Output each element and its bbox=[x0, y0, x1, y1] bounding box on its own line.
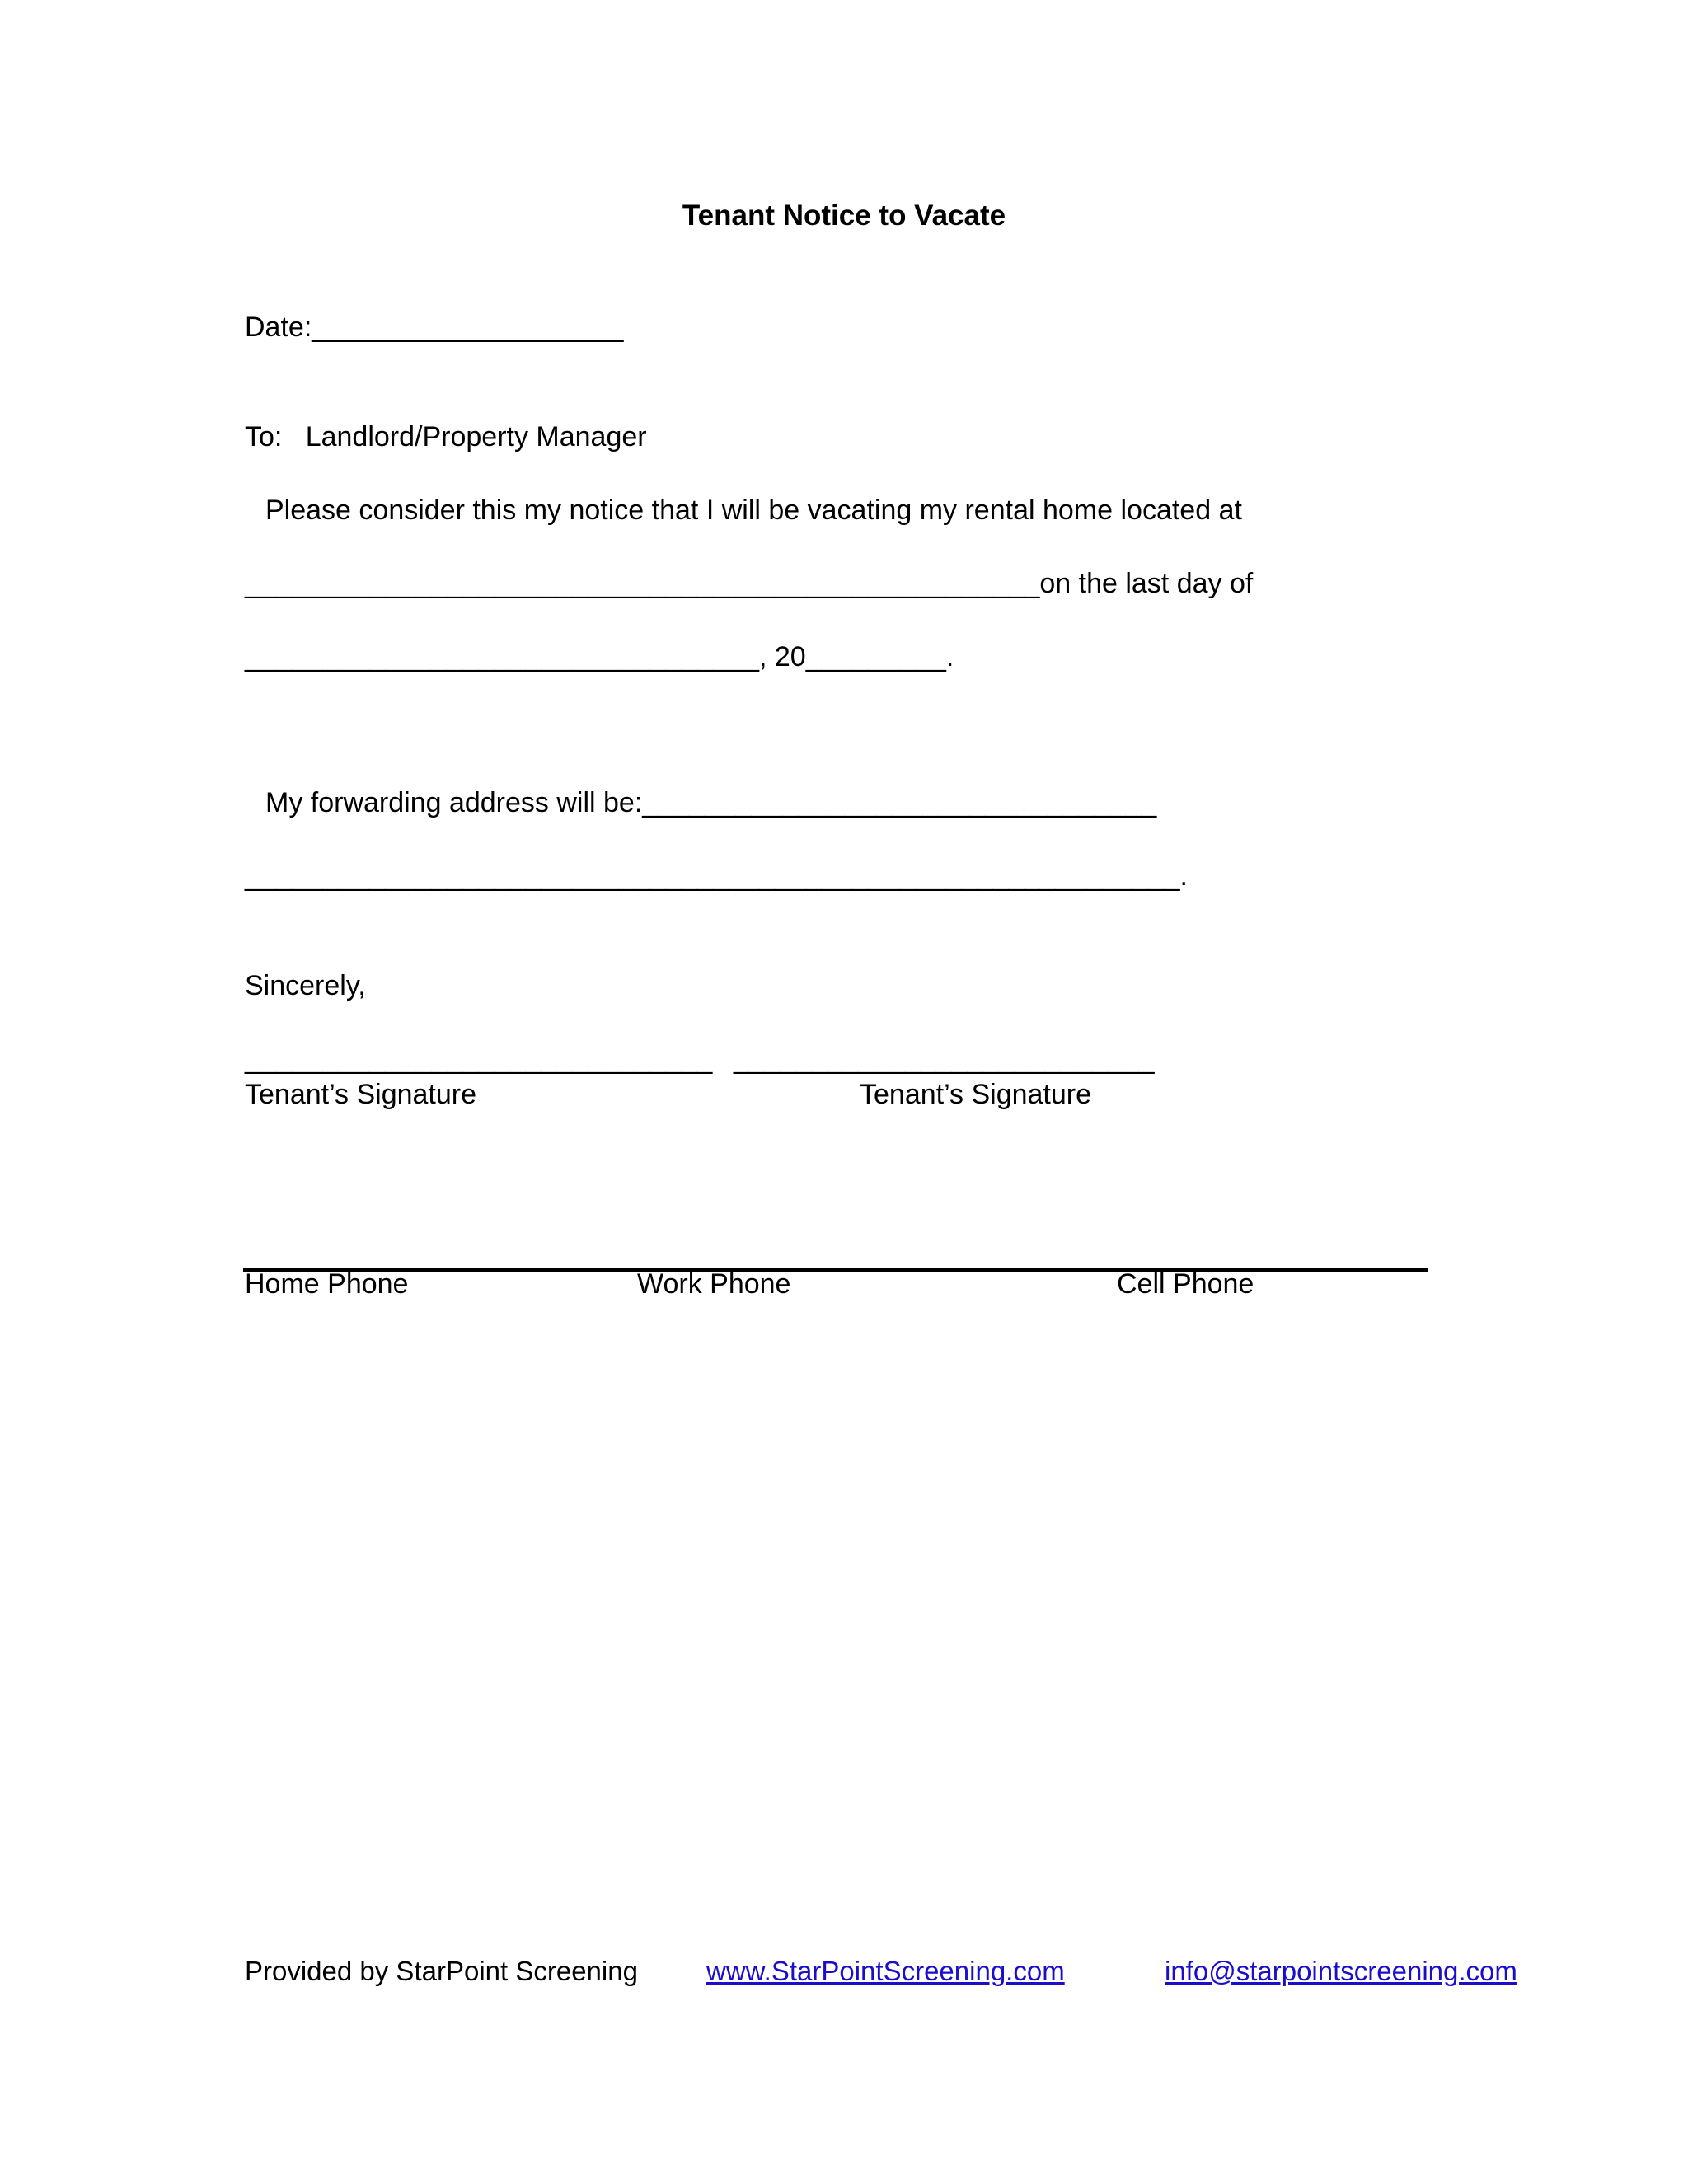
notice-text-line-2: ___________________________________________________on the last day of bbox=[245, 568, 1254, 599]
notice-text-line-3: _________________________________, 20_________. bbox=[245, 641, 954, 673]
footer-email-link[interactable]: info@starpointscreening.com bbox=[1165, 1956, 1517, 1986]
cell-phone-label: Cell Phone bbox=[1117, 1268, 1254, 1300]
signature-label-1: Tenant’s Signature bbox=[245, 1079, 477, 1110]
signature-line-1: ______________________________ bbox=[245, 1043, 713, 1075]
signature-line-2: ___________________________ bbox=[734, 1043, 1155, 1075]
closing-text: Sincerely, bbox=[245, 970, 366, 1001]
notice-text-line-1: Please consider this my notice that I will be vacating my rental home located at bbox=[265, 494, 1242, 526]
footer-provided-by: Provided by StarPoint Screening bbox=[245, 1956, 638, 1986]
document-title: Tenant Notice to Vacate bbox=[682, 199, 1006, 232]
footer-website-link[interactable]: www.StarPointScreening.com bbox=[706, 1956, 1065, 1986]
date-field: Date:____________________ bbox=[245, 312, 624, 343]
forwarding-address-line-2: ____________________________________________________________. bbox=[245, 860, 1188, 892]
signature-label-2: Tenant’s Signature bbox=[860, 1079, 1092, 1110]
home-phone-label: Home Phone bbox=[245, 1268, 409, 1300]
forwarding-address-line-1: My forwarding address will be:_________________________________ bbox=[265, 787, 1157, 818]
work-phone-label: Work Phone bbox=[637, 1268, 791, 1300]
recipient-line: To: Landlord/Property Manager bbox=[245, 421, 647, 452]
